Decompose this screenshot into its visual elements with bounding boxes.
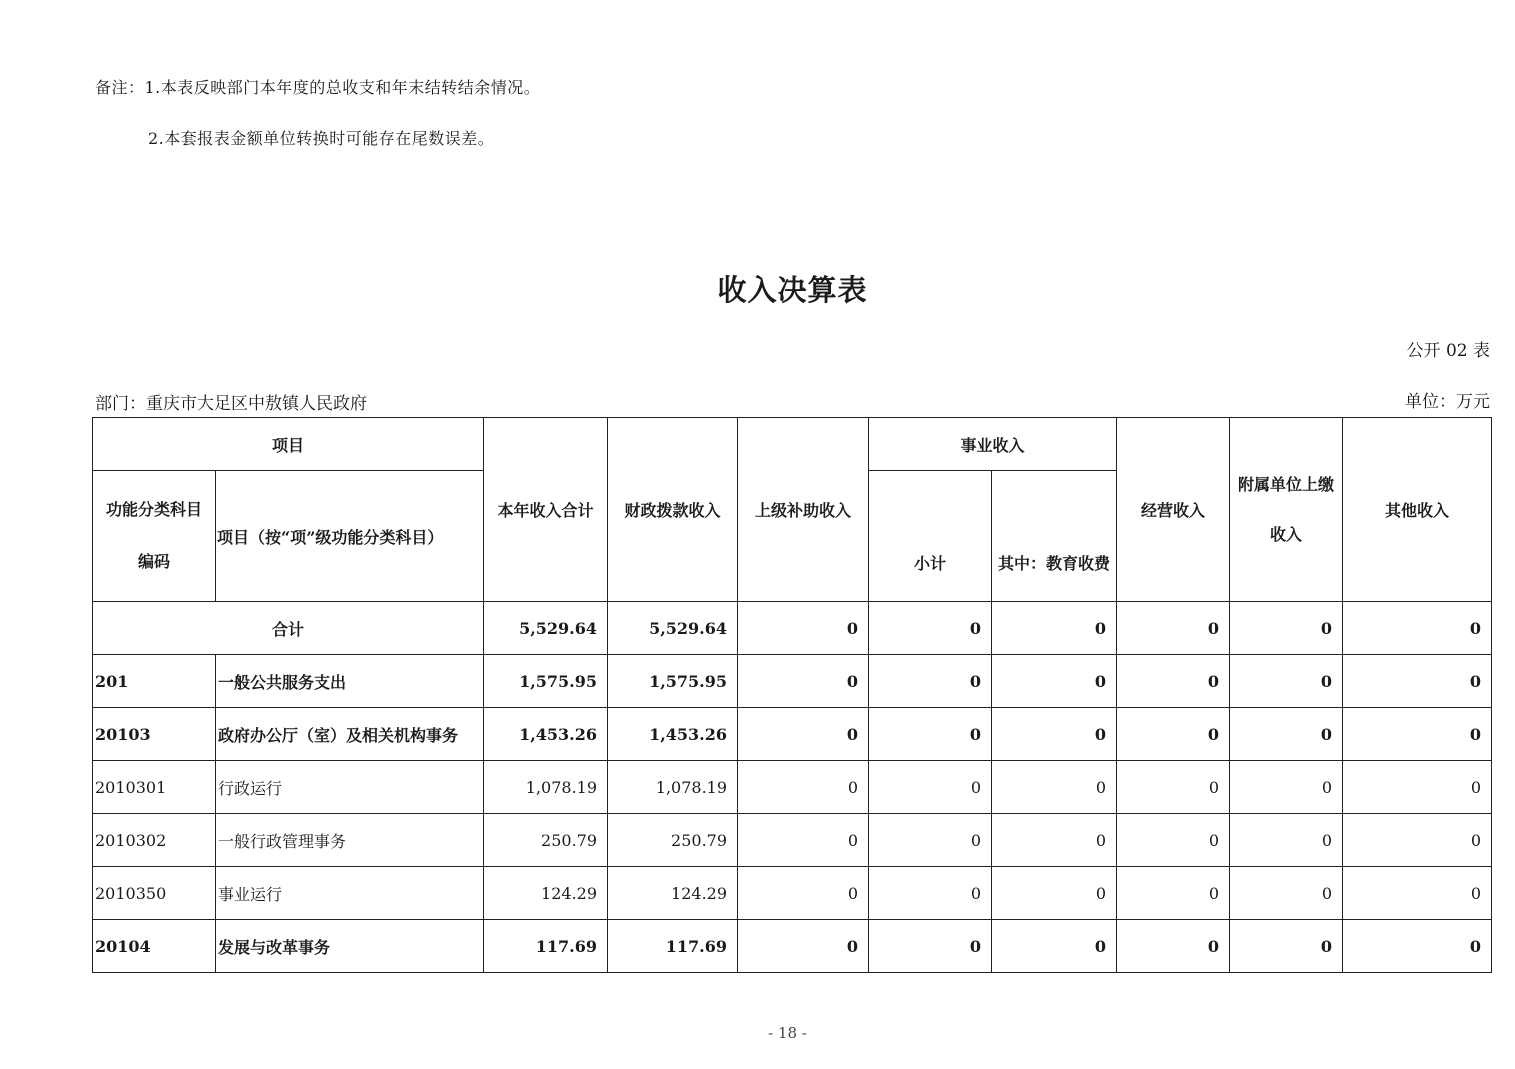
cell-value: 0 <box>1117 602 1230 655</box>
row-name: 发展与改革事务 <box>216 920 484 973</box>
row-code: 2010302 <box>93 814 216 867</box>
cell-value: 0 <box>992 814 1117 867</box>
cell-value: 0 <box>1230 655 1343 708</box>
cell-value: 0 <box>992 708 1117 761</box>
department-label: 部门：重庆市大足区中敖镇人民政府 <box>95 394 367 414</box>
cell-value: 0 <box>1117 814 1230 867</box>
cell-value: 0 <box>1230 602 1343 655</box>
cell-value: 1,575.95 <box>608 655 738 708</box>
note-line-2: 2.本套报表金额单位转换时可能存在尾数误差。 <box>148 129 495 148</box>
cell-value: 0 <box>1343 867 1492 920</box>
cell-value: 0 <box>1230 761 1343 814</box>
cell-value: 0 <box>869 761 992 814</box>
cell-value: 1,078.19 <box>608 761 738 814</box>
cell-value: 0 <box>1230 867 1343 920</box>
cell-value: 0 <box>869 867 992 920</box>
cell-value: 0 <box>738 655 869 708</box>
header-affiliated-line1: 附属单位上缴 <box>1238 474 1335 494</box>
cell-value: 0 <box>1343 708 1492 761</box>
cell-value: 0 <box>992 761 1117 814</box>
header-func-code <box>93 471 216 602</box>
cell-value: 0 <box>869 814 992 867</box>
row-name: 一般行政管理事务 <box>216 814 484 867</box>
cell-value: 117.69 <box>484 920 608 973</box>
cell-value: 0 <box>992 655 1117 708</box>
header-fiscal: 财政拨款收入 <box>608 418 738 602</box>
cell-value: 1,453.26 <box>608 708 738 761</box>
cell-value: 1,453.26 <box>484 708 608 761</box>
cell-value: 0 <box>869 655 992 708</box>
cell-value: 124.29 <box>608 867 738 920</box>
cell-value: 0 <box>1343 920 1492 973</box>
cell-value: 0 <box>1117 655 1230 708</box>
header-item-name: 项目（按“项”级功能分类科目） <box>216 471 484 602</box>
cell-value: 1,078.19 <box>484 761 608 814</box>
header-education: 其中：教育收费 <box>992 471 1117 602</box>
cell-value: 0 <box>738 814 869 867</box>
cell-value: 0 <box>869 602 992 655</box>
table-row-total <box>93 602 1492 655</box>
cell-value: 0 <box>1117 761 1230 814</box>
cell-value: 117.69 <box>608 920 738 973</box>
header-subtotal: 小计 <box>869 471 992 602</box>
cell-value: 0 <box>1117 867 1230 920</box>
cell-value: 0 <box>992 602 1117 655</box>
row-code: 20103 <box>93 708 216 761</box>
row-name: 一般公共服务支出 <box>216 655 484 708</box>
cell-value: 0 <box>1230 814 1343 867</box>
cell-value: 0 <box>1230 708 1343 761</box>
cell-value: 0 <box>738 920 869 973</box>
note-line-1: 备注：1.本表反映部门本年度的总收支和年末结转结余情况。 <box>95 78 541 97</box>
cell-value: 0 <box>1343 602 1492 655</box>
header-project: 项目 <box>93 418 484 471</box>
header-other: 其他收入 <box>1343 418 1492 602</box>
cell-value: 0 <box>738 761 869 814</box>
cell-value: 0 <box>738 867 869 920</box>
cell-value: 0 <box>992 920 1117 973</box>
table-row <box>93 761 1492 814</box>
header-business-income: 事业收入 <box>869 418 1117 471</box>
table-row <box>93 867 1492 920</box>
cell-value: 0 <box>738 708 869 761</box>
row-name: 事业运行 <box>216 867 484 920</box>
row-code: 201 <box>93 655 216 708</box>
page-title: 收入决算表 <box>717 273 868 307</box>
header-total-income: 本年收入合计 <box>484 418 608 602</box>
header-operating: 经营收入 <box>1117 418 1230 602</box>
cell-value: 124.29 <box>484 867 608 920</box>
row-code: 2010301 <box>93 761 216 814</box>
cell-value: 0 <box>1117 920 1230 973</box>
row-name: 行政运行 <box>216 761 484 814</box>
unit-label: 单位：万元 <box>1405 392 1490 412</box>
row-name: 政府办公厅（室）及相关机构事务 <box>216 708 484 761</box>
cell-value: 0 <box>869 708 992 761</box>
form-number: 公开 02 表 <box>1406 341 1490 361</box>
page-number: - 18 - <box>768 1024 807 1042</box>
header-func-code-line1: 功能分类科目 <box>105 500 202 519</box>
cell-value: 0 <box>1343 814 1492 867</box>
cell-value: 0 <box>1230 920 1343 973</box>
cell-value: 5,529.64 <box>484 602 608 655</box>
cell-value: 1,575.95 <box>484 655 608 708</box>
row-code: 2010350 <box>93 867 216 920</box>
cell-value: 250.79 <box>608 814 738 867</box>
header-func-code-line2: 编码 <box>137 552 170 571</box>
income-table <box>92 417 1492 973</box>
row-code: 20104 <box>93 920 216 973</box>
table-row <box>93 708 1492 761</box>
cell-value: 0 <box>869 920 992 973</box>
cell-value: 0 <box>1343 655 1492 708</box>
cell-value: 250.79 <box>484 814 608 867</box>
table-row <box>93 655 1492 708</box>
table-row <box>93 814 1492 867</box>
total-label: 合计 <box>93 602 484 655</box>
header-superior: 上级补助收入 <box>738 418 869 602</box>
cell-value: 0 <box>992 867 1117 920</box>
header-affiliated-line2: 收入 <box>1270 524 1303 544</box>
cell-value: 5,529.64 <box>608 602 738 655</box>
cell-value: 0 <box>1117 708 1230 761</box>
header-affiliated <box>1230 418 1343 602</box>
table-row <box>93 920 1492 973</box>
cell-value: 0 <box>738 602 869 655</box>
cell-value: 0 <box>1343 761 1492 814</box>
